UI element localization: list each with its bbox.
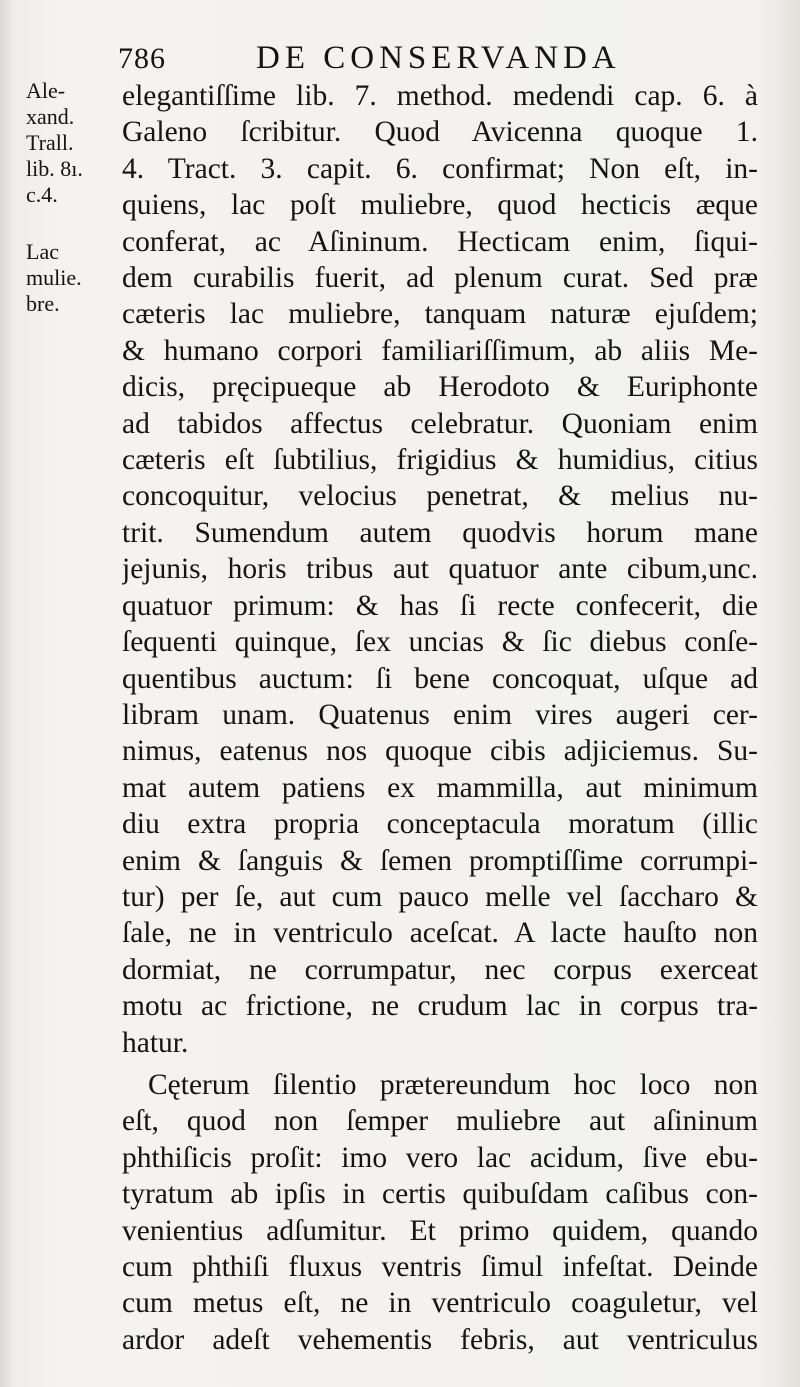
margin-note-line: lib. 8ı. — [26, 156, 83, 181]
margin-note-reference — [26, 78, 121, 208]
text-line: tur) per ſe, aut cum pauco melle vel ſaccharo & — [122, 880, 758, 913]
text-line: enim & ſanguis & ſemen promptiſſime corrumpi- — [122, 844, 758, 877]
text-line: ad tabidos affectus celebratur. Quoniam enim — [122, 407, 758, 440]
text-line: ſale, ne in ventriculo aceſcat. A lacte hauſto non — [122, 917, 758, 950]
text-line: cæteris eſt ſubtilius, frigidius & humidius, citius — [122, 444, 758, 477]
margin-note-line: bre. — [26, 291, 60, 316]
text-line: cum metus eſt, ne in ventriculo coaguletur, vel — [122, 1287, 758, 1320]
text-line: Cęterum ſilentio prætereundum hoc loco non — [148, 1068, 758, 1101]
text-line: nimus, eatenus nos quoque cibis adjiciemus. Su- — [122, 735, 758, 768]
text-line: mat autem patiens ex mammilla, aut minimum — [122, 771, 758, 804]
text-line: quiens, lac poſt muliebre, quod hecticis æque — [122, 189, 758, 222]
text-line: tyratum ab ipſis in certis quibuſdam caſibus con- — [122, 1178, 758, 1211]
text-line: quatuor primum: & has ſi recte confecerit, die — [122, 589, 758, 622]
text-line: cum phthiſi fluxus ventris ſimul infeſtat. Deinde — [122, 1251, 758, 1283]
text-line: trit. Sumendum autem quodvis horum mane — [122, 516, 758, 549]
margin-note-line: Trall. — [26, 130, 74, 155]
page-header — [118, 40, 758, 80]
text-line: motu ac frictione, ne crudum lac in corpus tra- — [122, 990, 758, 1023]
margin-note-subject — [26, 239, 121, 317]
text-line: libram unam. Quatenus enim vires augeri cer- — [122, 698, 758, 731]
margin-notes — [26, 78, 121, 348]
text-line: ardor adeſt vehementis febris, aut ventriculus — [122, 1323, 758, 1356]
text-line: diu extra propria conceptacula moratum (illic — [122, 808, 758, 841]
text-line: ſequenti quinque, ſex uncias & ſic diebus conſe- — [122, 626, 758, 659]
margin-note-line: xand. — [26, 104, 75, 129]
text-line: venientius adſumitur. Et primo quidem, quando — [122, 1214, 758, 1247]
body-text — [122, 78, 758, 1358]
text-line: dormiat, ne corrumpatur, nec corpus exerceat — [122, 953, 758, 986]
margin-note-line: Ale- — [26, 78, 66, 103]
margin-note-line: Lac — [26, 239, 59, 264]
text-line: cæteris lac muliebre, tanquam naturæ ejuſdem; — [122, 298, 758, 331]
running-head: DE CONSERVANDA — [256, 40, 621, 76]
text-line: elegantiſſime lib. 7. method. medendi cap. 6. à — [122, 80, 758, 112]
text-line: jejunis, horis tribus aut quatuor ante cibum,unc. — [122, 553, 758, 586]
page-number: 786 — [118, 42, 166, 75]
text-line: concoquitur, velocius penetrat, & melius nu- — [122, 480, 758, 513]
text-line: & humano corpori familiariſſimum, ab aliis Me- — [122, 334, 758, 367]
text-line: hatur. — [122, 1026, 189, 1059]
text-line: Galeno ſcribitur. Quod Avicenna quoque 1. — [122, 116, 758, 149]
text-line: 4. Tract. 3. capit. 6. confirmat; Non eſt, in- — [122, 152, 758, 185]
text-line: quentibus auctum: ſi bene concoquat, uſque ad — [122, 662, 758, 695]
margin-note-line: c.4. — [26, 182, 58, 207]
margin-note-line: mulie. — [26, 265, 82, 290]
text-line: phthiſicis proſit: imo vero lac acidum, ſive ebu- — [122, 1141, 758, 1174]
text-line: dicis, pręcipueque ab Herodoto & Euriphonte — [122, 371, 758, 404]
text-line: eſt, quod non ſemper muliebre aut aſininum — [122, 1105, 758, 1138]
text-line: conferat, ac Aſininum. Hecticam enim, ſiqui- — [122, 225, 758, 258]
text-line: dem curabilis fuerit, ad plenum curat. Sed præ — [122, 262, 758, 295]
